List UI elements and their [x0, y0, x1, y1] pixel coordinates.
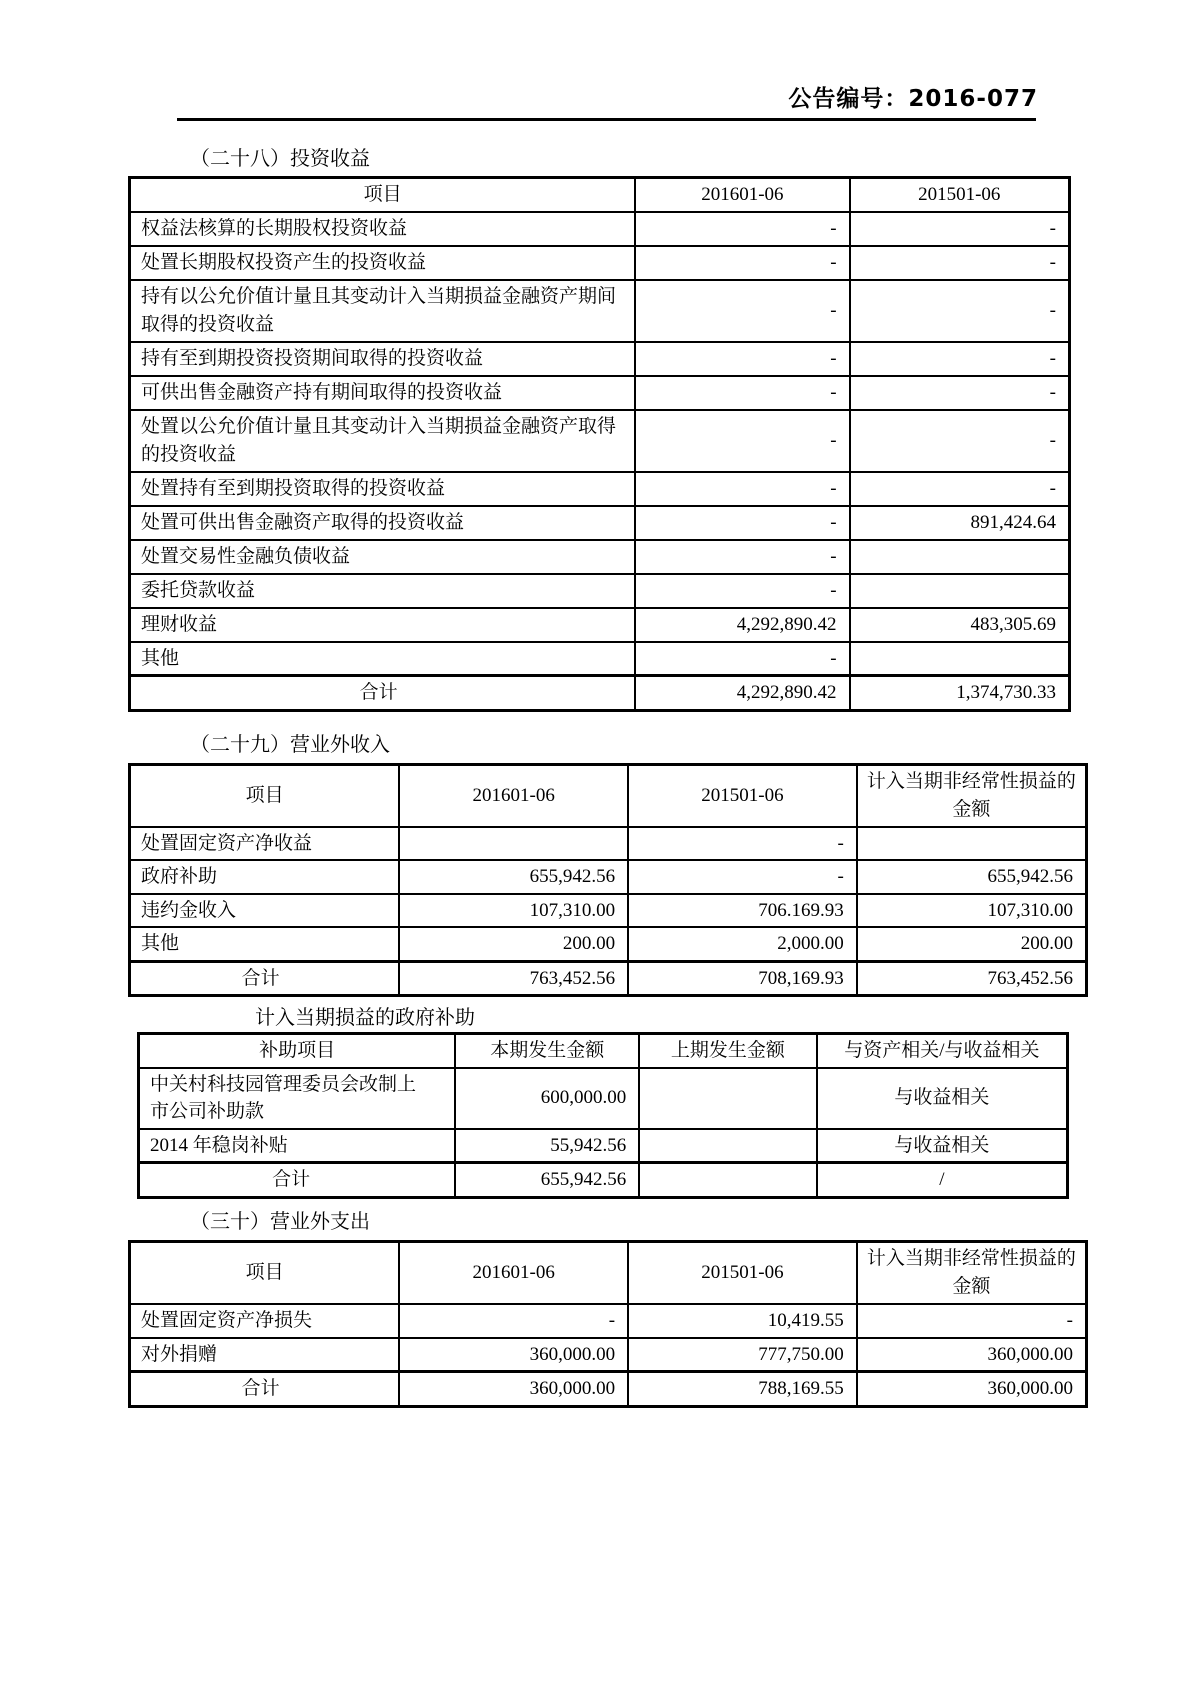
non-operating-income-table [128, 763, 1088, 997]
row-value [850, 574, 1070, 608]
announcement-number: 公告编号：2016-077 [788, 86, 1038, 112]
total-label: 合计 [139, 1163, 456, 1198]
row-value: - [635, 642, 849, 676]
table-row [130, 608, 1070, 642]
row-value: - [635, 246, 849, 280]
row-value: 107,310.00 [399, 894, 628, 928]
row-value: - [635, 212, 849, 246]
row-value: - [399, 1304, 628, 1338]
table-header-row [130, 1242, 1087, 1304]
table-row [130, 410, 1070, 472]
table-row [130, 246, 1070, 280]
total-value: 4,292,890.42 [635, 676, 849, 711]
table-row [130, 472, 1070, 506]
total-row [130, 676, 1070, 711]
row-value: 2,000.00 [628, 927, 857, 961]
investment-income-table [128, 176, 1071, 712]
total-value: 360,000.00 [399, 1372, 628, 1407]
row-label: 委托贷款收益 [130, 574, 636, 608]
total-value: 763,452.56 [399, 961, 628, 996]
column-header-current-period: 201601-06 [399, 1242, 628, 1304]
row-value [399, 827, 628, 861]
table-row [130, 827, 1087, 861]
total-row [139, 1163, 1068, 1198]
row-label: 其他 [130, 642, 636, 676]
row-label: 理财收益 [130, 608, 636, 642]
header-divider [177, 118, 1036, 121]
table-row [130, 506, 1070, 540]
row-value: 706.169.93 [628, 894, 857, 928]
row-value: - [850, 342, 1070, 376]
row-label: 权益法核算的长期股权投资收益 [130, 212, 636, 246]
row-value: 55,942.56 [455, 1129, 639, 1163]
section-29-title: （二十九）营业外收入 [190, 734, 390, 756]
row-value [639, 1068, 816, 1129]
row-label: 处置固定资产净损失 [130, 1304, 400, 1338]
section-30-title: （三十）营业外支出 [190, 1211, 370, 1233]
row-value [850, 540, 1070, 574]
table-row [130, 642, 1070, 676]
total-value: 655,942.56 [455, 1163, 639, 1198]
table-row [130, 376, 1070, 410]
row-label: 对外捐赠 [130, 1338, 400, 1372]
row-value: - [635, 574, 849, 608]
row-label: 处置交易性金融负债收益 [130, 540, 636, 574]
total-value: 708,169.93 [628, 961, 857, 996]
table-row [130, 574, 1070, 608]
row-label: 违约金收入 [130, 894, 400, 928]
column-header-item: 项目 [130, 1242, 400, 1304]
table-row [130, 1304, 1087, 1338]
total-label: 合计 [130, 1372, 400, 1407]
column-header-asset-or-income-related: 与资产相关/与收益相关 [817, 1034, 1068, 1068]
row-value: - [635, 280, 849, 342]
column-header-prior-period: 201501-06 [628, 765, 857, 827]
column-header-prior-amount: 上期发生金额 [639, 1034, 816, 1068]
row-value: - [635, 376, 849, 410]
row-value: - [635, 410, 849, 472]
total-label: 合计 [130, 676, 636, 711]
column-header-current-period: 201601-06 [399, 765, 628, 827]
total-relation: / [817, 1163, 1068, 1198]
table-row [130, 342, 1070, 376]
row-value: - [850, 212, 1070, 246]
row-value: 655,942.56 [857, 860, 1087, 894]
section-28-title: （二十八）投资收益 [190, 148, 370, 170]
row-label: 可供出售金融资产持有期间取得的投资收益 [130, 376, 636, 410]
total-row [130, 961, 1087, 996]
row-label: 处置以公允价值计量且其变动计入当期损益金融资产取得的投资收益 [130, 410, 636, 472]
row-value: - [635, 342, 849, 376]
row-value: - [850, 472, 1070, 506]
row-value: - [628, 860, 857, 894]
column-header-nonrecurring-amount: 计入当期非经常性损益的金额 [857, 1242, 1087, 1304]
table-row [130, 1338, 1087, 1372]
subsidy-subtable-title: 计入当期损益的政府补助 [255, 1007, 475, 1029]
row-value: 777,750.00 [628, 1338, 857, 1372]
row-value: - [635, 472, 849, 506]
table-row [130, 927, 1087, 961]
row-value: 4,292,890.42 [635, 608, 849, 642]
table-row [139, 1068, 1068, 1129]
row-relation: 与收益相关 [817, 1129, 1068, 1163]
government-subsidy-table [137, 1032, 1069, 1199]
row-value [850, 642, 1070, 676]
row-value: 360,000.00 [857, 1338, 1087, 1372]
total-value: 788,169.55 [628, 1372, 857, 1407]
row-relation: 与收益相关 [817, 1068, 1068, 1129]
row-label: 处置持有至到期投资取得的投资收益 [130, 472, 636, 506]
row-value: 655,942.56 [399, 860, 628, 894]
row-value [857, 827, 1087, 861]
total-value: 1,374,730.33 [850, 676, 1070, 711]
table-header-row [130, 765, 1087, 827]
row-value: 200.00 [857, 927, 1087, 961]
row-value: - [635, 506, 849, 540]
row-value: 200.00 [399, 927, 628, 961]
table-row [130, 280, 1070, 342]
row-value: - [850, 246, 1070, 280]
row-label: 2014 年稳岗补贴 [139, 1129, 456, 1163]
total-label: 合计 [130, 961, 400, 996]
column-header-item: 项目 [130, 178, 636, 212]
column-header-prior-period: 201501-06 [850, 178, 1070, 212]
table-row [139, 1129, 1068, 1163]
row-value [639, 1129, 816, 1163]
column-header-current-amount: 本期发生金额 [455, 1034, 639, 1068]
row-value: 360,000.00 [399, 1338, 628, 1372]
row-label: 其他 [130, 927, 400, 961]
total-value: 763,452.56 [857, 961, 1087, 996]
table-row [130, 212, 1070, 246]
table-header-row [130, 178, 1070, 212]
row-label: 政府补助 [130, 860, 400, 894]
table-header-row [139, 1034, 1068, 1068]
column-header-prior-period: 201501-06 [628, 1242, 857, 1304]
row-value: 891,424.64 [850, 506, 1070, 540]
total-row [130, 1372, 1087, 1407]
table-row [130, 540, 1070, 574]
column-header-current-period: 201601-06 [635, 178, 849, 212]
row-value: - [850, 376, 1070, 410]
table-row [130, 860, 1087, 894]
row-label: 处置可供出售金融资产取得的投资收益 [130, 506, 636, 540]
row-value: 600,000.00 [455, 1068, 639, 1129]
row-value: 483,305.69 [850, 608, 1070, 642]
row-label: 中关村科技园管理委员会改制上市公司补助款 [139, 1068, 456, 1129]
row-value: - [628, 827, 857, 861]
row-label: 处置固定资产净收益 [130, 827, 400, 861]
row-value: 107,310.00 [857, 894, 1087, 928]
row-value: - [635, 540, 849, 574]
row-label: 持有至到期投资投资期间取得的投资收益 [130, 342, 636, 376]
non-operating-expense-table [128, 1240, 1088, 1408]
table-row [130, 894, 1087, 928]
row-label: 持有以公允价值计量且其变动计入当期损益金融资产期间取得的投资收益 [130, 280, 636, 342]
column-header-item: 项目 [130, 765, 400, 827]
column-header-nonrecurring-amount: 计入当期非经常性损益的金额 [857, 765, 1087, 827]
row-value: - [850, 410, 1070, 472]
row-value: 10,419.55 [628, 1304, 857, 1338]
row-label: 处置长期股权投资产生的投资收益 [130, 246, 636, 280]
total-value [639, 1163, 816, 1198]
row-value: - [857, 1304, 1087, 1338]
total-value: 360,000.00 [857, 1372, 1087, 1407]
column-header-subsidy-item: 补助项目 [139, 1034, 456, 1068]
row-value: - [850, 280, 1070, 342]
